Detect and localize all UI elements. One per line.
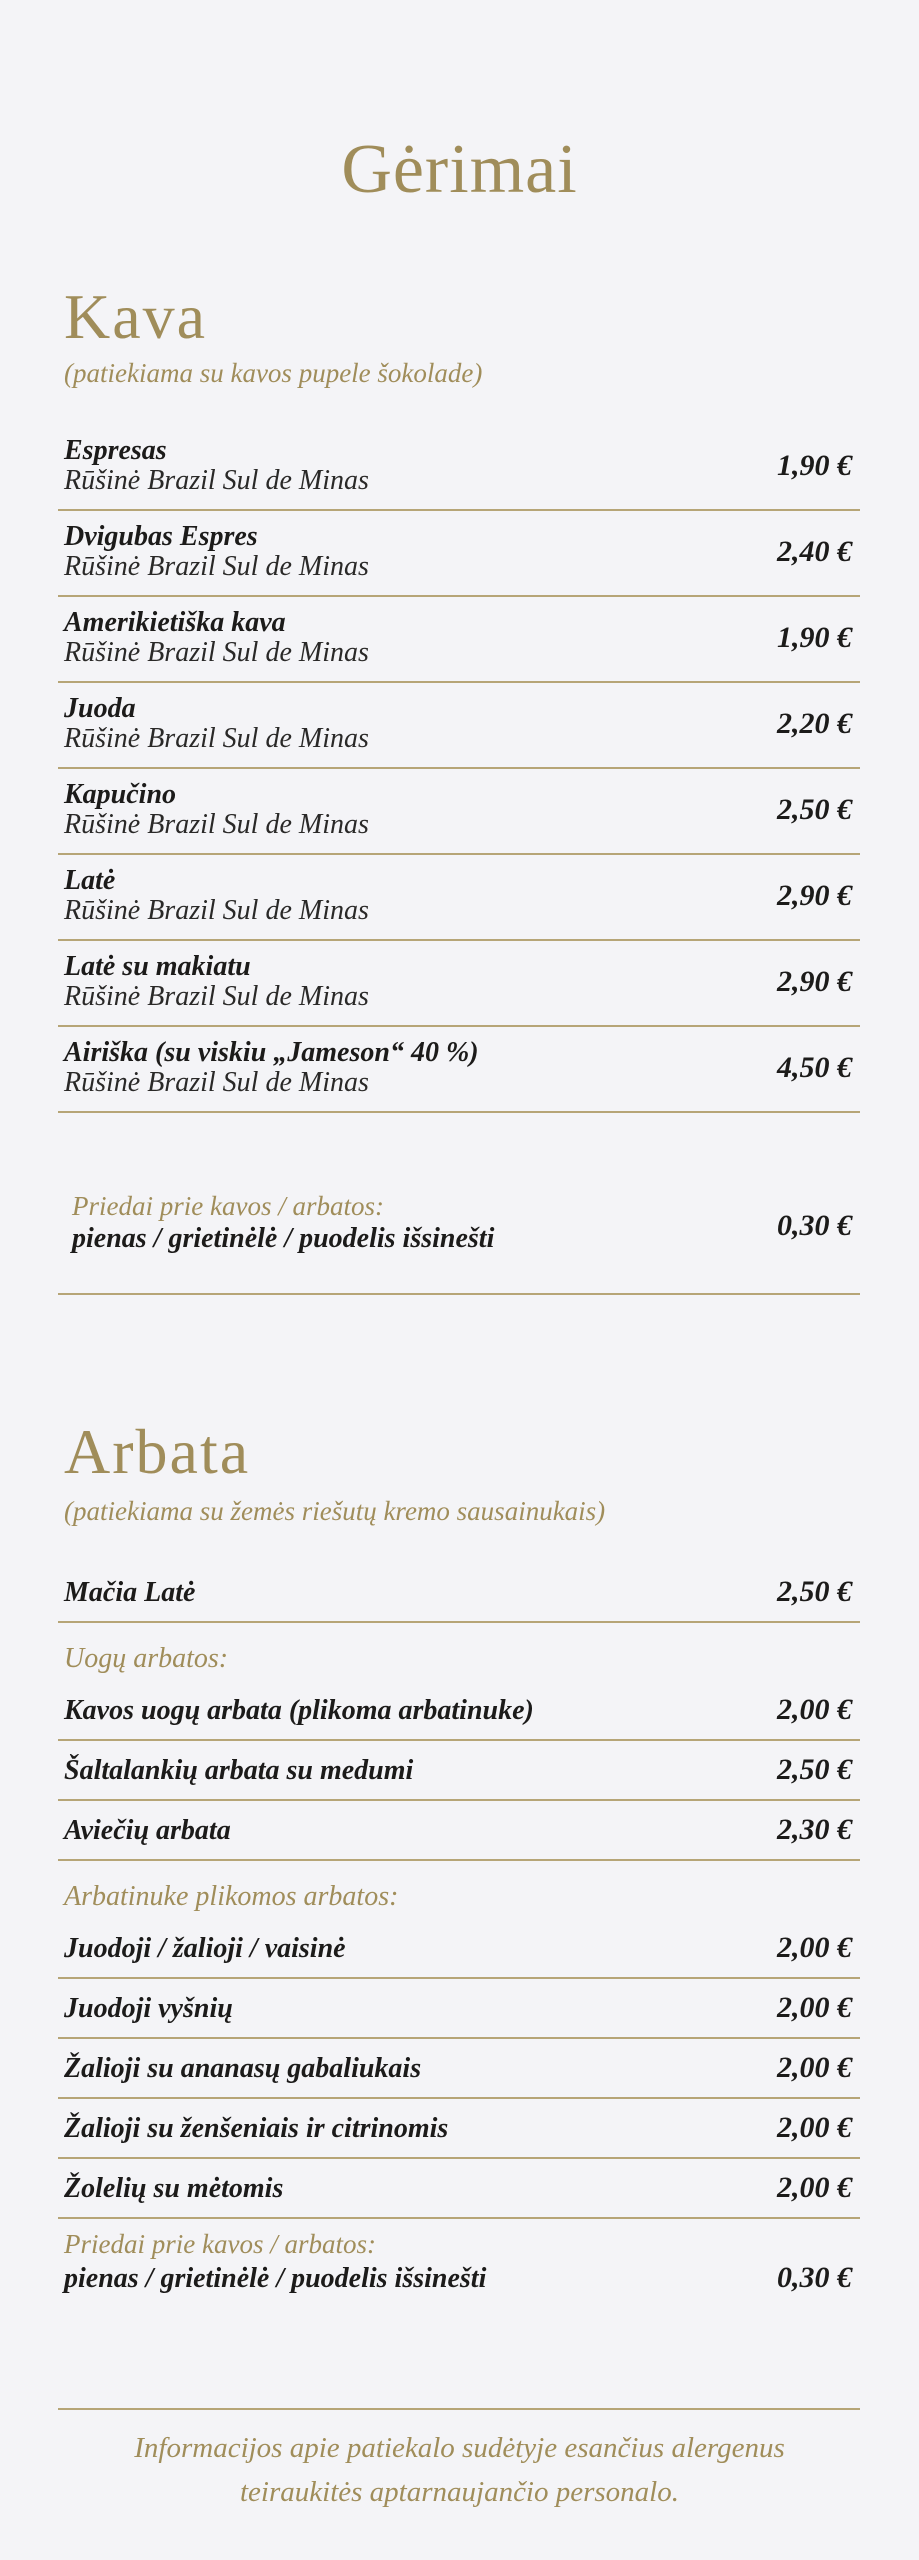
item-price: 2,00 € [777, 1693, 852, 1726]
item-variety: Rūšinė Brazil Sul de Minas [64, 465, 369, 496]
tea-section-subtitle: (patiekiama su žemės riešutų kremo sausainukais) [64, 1496, 606, 1526]
item-name: Latė [64, 865, 116, 896]
coffee-list [58, 425, 860, 1113]
item-name: Espresas [64, 435, 167, 466]
item-price: 2,50 € [777, 793, 852, 826]
item-price: 1,90 € [777, 621, 852, 654]
footer-divider [58, 2408, 860, 2410]
item-name: Žalioji su ananasų gabaliukais [64, 2053, 422, 2084]
berry-teas-heading: Uogų arbatos: [64, 1643, 229, 1674]
item-price: 2,50 € [777, 1753, 852, 1786]
item-name: Juoda [64, 693, 136, 724]
item-name: Aviečių arbata [64, 1815, 231, 1846]
item-name: Kapučino [64, 779, 177, 810]
menu-item [58, 855, 860, 941]
item-name: Kavos uogų arbata (plikoma arbatinuke) [64, 1695, 534, 1726]
item-variety: Rūšinė Brazil Sul de Minas [64, 551, 369, 582]
tea-extras [58, 2219, 860, 2305]
menu-item [58, 1919, 860, 1979]
allergen-notice-line-2: teiraukitės aptarnaujančio personalo. [240, 2476, 679, 2508]
allergen-notice [0, 2426, 919, 2514]
menu-item [58, 511, 860, 597]
item-variety: Rūšinė Brazil Sul de Minas [64, 637, 369, 668]
item-name: Amerikietiška kava [64, 607, 286, 638]
item-name: Mačia Latė [64, 1577, 196, 1608]
item-price: 1,90 € [777, 449, 852, 482]
extras-items: pienas / grietinėlė / puodelis išsinešti [64, 2263, 487, 2294]
item-variety: Rūšinė Brazil Sul de Minas [64, 895, 369, 926]
extras-price: 0,30 € [777, 2261, 852, 2294]
menu-item [58, 769, 860, 855]
item-price: 2,90 € [777, 879, 852, 912]
item-variety: Rūšinė Brazil Sul de Minas [64, 723, 369, 754]
menu-item [58, 1681, 860, 1741]
item-name: Airiška (su viskiu „Jameson“ 40 %) [64, 1037, 479, 1068]
coffee-section-subtitle: (patiekiama su kavos pupele šokolade) [64, 358, 483, 388]
item-name: Šaltalankių arbata su medumi [64, 1755, 414, 1786]
extras-price: 0,30 € [777, 1209, 852, 1242]
allergen-notice-line-1: Informacijos apie patiekalo sudėtyje esančius alergenus [134, 2432, 785, 2464]
page-title: Gėrimai [341, 131, 578, 208]
coffee-section-title: Kava [64, 281, 208, 352]
item-variety: Rūšinė Brazil Sul de Minas [64, 1067, 369, 1098]
menu-item [58, 2159, 860, 2219]
item-price: 2,00 € [777, 1931, 852, 1964]
menu-item [58, 1801, 860, 1861]
menu-item [58, 2099, 860, 2159]
extras-label: Priedai prie kavos / arbatos: [72, 1191, 384, 1221]
menu-item [58, 425, 860, 511]
tea-section-title: Arbata [64, 1416, 251, 1487]
item-price: 2,20 € [777, 707, 852, 740]
tea-list [58, 1563, 860, 2305]
item-name: Juodoji vyšnių [64, 1993, 233, 2024]
item-price: 2,50 € [777, 1575, 852, 1608]
item-price: 2,00 € [777, 2171, 852, 2204]
item-price: 2,40 € [777, 535, 852, 568]
item-name: Žalioji su ženšeniais ir citrinomis [64, 2113, 449, 2144]
group-heading [58, 1861, 860, 1919]
item-variety: Rūšinė Brazil Sul de Minas [64, 809, 369, 840]
item-name: Dvigubas Espres [64, 521, 258, 552]
pot-teas-heading: Arbatinuke plikomos arbatos: [64, 1881, 399, 1912]
item-price: 2,00 € [777, 2051, 852, 2084]
item-price: 4,50 € [777, 1051, 852, 1084]
extras-items: pienas / grietinėlė / puodelis išsinešti [72, 1223, 495, 1254]
item-name: Latė su makiatu [64, 951, 251, 982]
item-price: 2,00 € [777, 2111, 852, 2144]
menu-item [58, 597, 860, 683]
item-price: 2,30 € [777, 1813, 852, 1846]
item-name: Žolelių su mėtomis [64, 2173, 284, 2204]
item-price: 2,00 € [777, 1991, 852, 2024]
menu-item [58, 2039, 860, 2099]
coffee-extras [58, 1111, 860, 1295]
menu-item [58, 941, 860, 1027]
item-name: Juodoji / žalioji / vaisinė [64, 1933, 346, 1964]
menu-item [58, 1741, 860, 1801]
menu-item [58, 1563, 860, 1623]
menu-item [58, 1979, 860, 2039]
menu-item [58, 683, 860, 769]
group-heading [58, 1623, 860, 1681]
menu-item [58, 1027, 860, 1113]
item-variety: Rūšinė Brazil Sul de Minas [64, 981, 369, 1012]
item-price: 2,90 € [777, 965, 852, 998]
extras-label: Priedai prie kavos / arbatos: [64, 2229, 376, 2259]
